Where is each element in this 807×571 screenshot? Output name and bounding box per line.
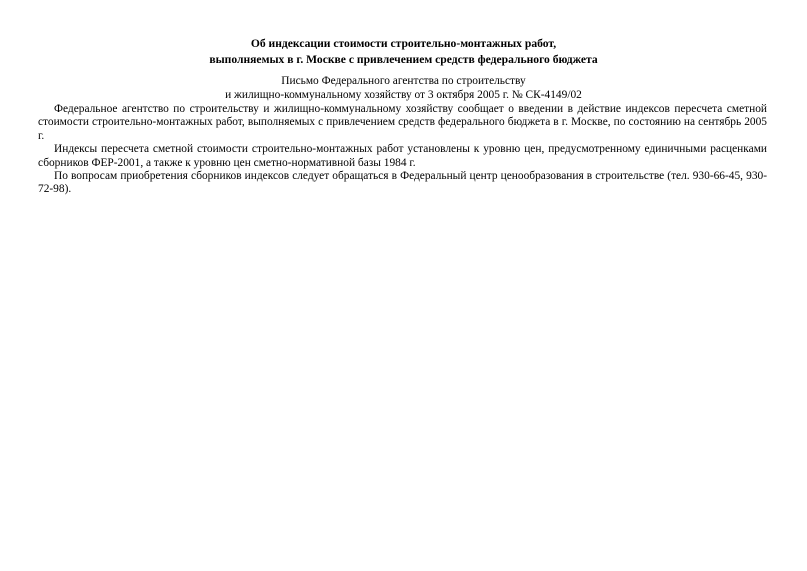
paragraph-1: Федеральное агентство по строительству и жилищно-коммунальному хозяйству сообщает о введении в действие индексов пересчета сметной стоимости строительно-монтажных работ, выполняемых с привлечением средств федерального бюджета в г. Москве, по состоянию на сентябрь 2005 г. (38, 103, 767, 142)
subtitle-line-1: Письмо Федерального агентства по строительству (281, 75, 526, 87)
title-line-1: Об индексации стоимости строительно-монтажных работ, (250, 37, 557, 50)
subtitle-line-2: и жилищно-коммунальному хозяйству от 3 октября 2005 г. № СК-4149/02 (225, 89, 582, 101)
title-line-2: выполняемых в г. Москве с привлечением средств федерального бюджета (209, 53, 598, 66)
document-title (0, 36, 807, 68)
paragraph-2: Индексы пересчета сметной стоимости строительно-монтажных работ установлены к уровню цен, предусмотренному единичными расценками сборников ФЕР-2001, а также к уровню цен сметно-нормативной базы 1984 г. (38, 143, 767, 169)
document-subtitle (0, 74, 807, 102)
paragraph-3: По вопросам приобретения сборников индексов следует обращаться в Федеральный центр ценообразования в строительстве (тел. 930-66-45, 930-72-98). (38, 170, 767, 196)
document-body (38, 103, 767, 197)
